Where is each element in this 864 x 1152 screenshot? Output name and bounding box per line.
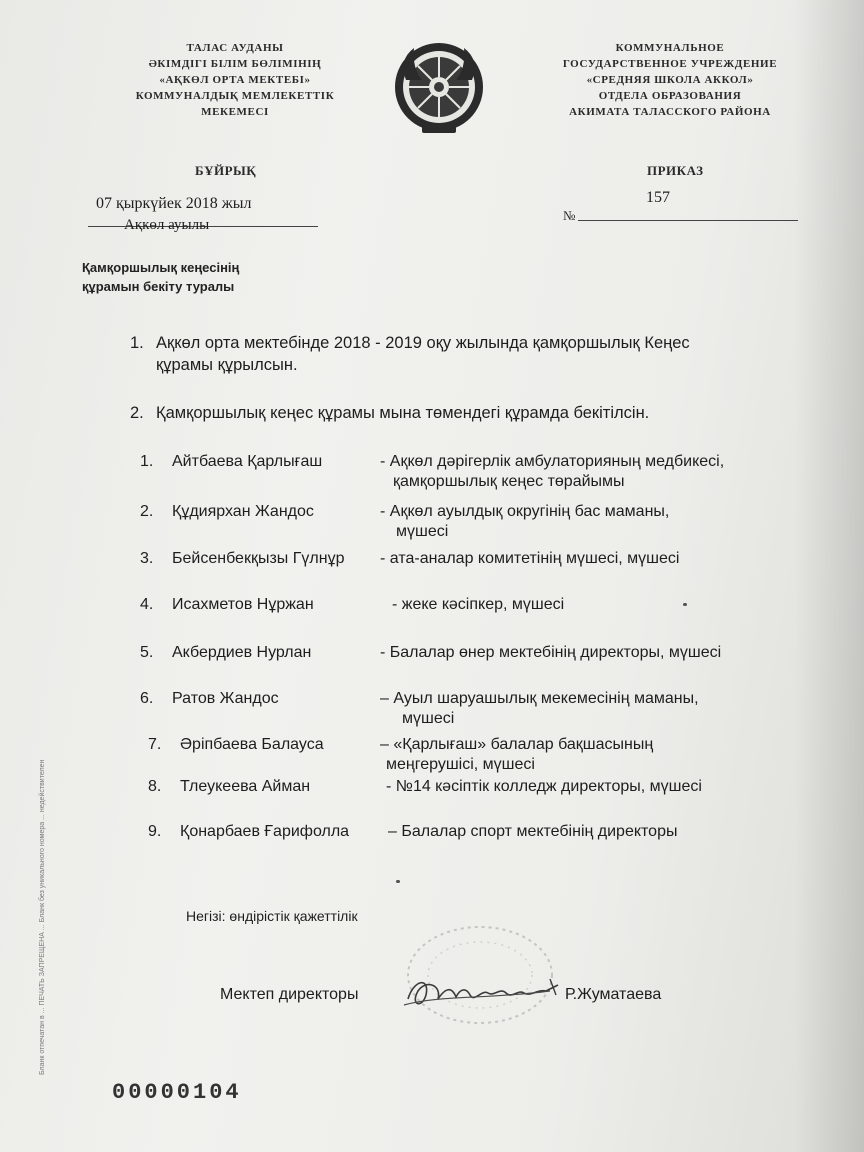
paragraph-text: Ақкөл орта мектебінде 2018 - 2019 оқу жылында қамқоршылық Кеңес (156, 334, 690, 352)
member-number: 2. (140, 503, 154, 520)
member-role (388, 822, 818, 842)
paragraph-number: 1. (130, 334, 144, 352)
paragraph-1 (130, 332, 830, 376)
member-name: Әріпбаева Балауса (180, 736, 324, 753)
member-role-line: меңгерушісі, мүшесі (386, 756, 535, 773)
member-role-line: қамқоршылық кеңес төрайымы (393, 473, 625, 490)
member-name: Құдиярхан Жандос (172, 503, 314, 520)
member-name: Қонарбаев Ғарифолла (180, 823, 350, 840)
member-role (380, 549, 810, 569)
member-name: Ратов Жандос (172, 690, 279, 707)
member-role-line: - Балалар өнер мектебінің директоры, мүшесі (380, 644, 722, 661)
paragraph-2 (130, 402, 830, 424)
order-place: Ақкөл ауылы (124, 217, 210, 233)
ink-speck (683, 603, 687, 606)
number-underline (578, 220, 798, 221)
member-number: 6. (140, 690, 154, 707)
blank-margin-note: Бланк отпечатан в ... ПЕЧАТЬ ЗАПРЕЩЕНА ... Бланк без уникального номера ... недействителен (39, 759, 46, 1075)
order-basis: Негізі: өндірістік қажеттілік (186, 908, 358, 924)
member-number: 9. (148, 823, 162, 840)
member-role (380, 502, 810, 542)
handwritten-signature-icon (400, 965, 565, 1020)
member-role-line: – Балалар спорт мектебінің директоры (388, 823, 678, 840)
member-role-line: - Ақкөл ауылдық округінің бас маманы, (380, 503, 670, 520)
kazakhstan-state-emblem-icon (392, 40, 486, 138)
member-role (380, 735, 810, 775)
header-right-ru (530, 40, 810, 120)
member-role-line: - №14 кәсіптік колледж директоры, мүшесі (386, 778, 702, 795)
member-name: Тлеукеева Айман (180, 778, 311, 795)
member-number: 4. (140, 596, 154, 613)
member-role-line: - жеке кәсіпкер, мүшесі (392, 596, 565, 613)
order-date: 07 қыркүйек 2018 жыл (96, 195, 252, 212)
member-role (392, 595, 822, 615)
subject-line: Қамқоршылық кеңесінің (82, 260, 240, 275)
subject-line: құрамын бекіту туралы (82, 279, 235, 294)
member-role (380, 643, 810, 663)
member-role-line: – «Қарлығаш» балалар бақшасының (380, 736, 654, 753)
header-left-kz (85, 40, 385, 120)
order-subject (82, 258, 239, 296)
header-left-line: ТАЛАС АУДАНЫ (186, 42, 284, 54)
member-number: 1. (140, 453, 154, 470)
paragraph-text: құрамы құрылсын. (156, 356, 298, 374)
order-number-prefix: № (563, 208, 576, 223)
member-role-line: – Ауыл шаруашылық мекемесінің маманы, (380, 690, 699, 707)
member-role-line: мүшесі (396, 523, 449, 540)
member-name: Бейсенбекқызы Гүлнұр (172, 550, 345, 567)
member-role (380, 452, 810, 492)
order-label-ru: ПРИКАЗ (647, 163, 704, 178)
header-right-line: «СРЕДНЯЯ ШКОЛА АККОЛ» (586, 74, 754, 86)
member-name: Акбердиев Нурлан (172, 644, 312, 661)
member-role-line: мүшесі (402, 710, 455, 727)
member-role (380, 689, 810, 729)
header-left-line: «АҚКӨЛ ОРТА МЕКТЕБІ» (159, 74, 311, 86)
header-right-line: ОТДЕЛА ОБРАЗОВАНИЯ (598, 90, 742, 102)
header-right-line: КОММУНАЛЬНОЕ (615, 42, 725, 54)
member-role-line: - ата-аналар комитетінің мүшесі, мүшесі (380, 550, 680, 567)
order-number: 157 (646, 189, 670, 206)
member-number: 8. (148, 778, 162, 795)
order-label-kz: БҰЙРЫҚ (195, 163, 257, 178)
header-left-line: КОММУНАЛДЫҚ МЕМЛЕКЕТТІК (135, 90, 335, 102)
member-role (386, 777, 816, 797)
header-right-line: АКИМАТА ТАЛАССКОГО РАЙОНА (569, 106, 771, 118)
member-number: 3. (140, 550, 154, 567)
signature-name: Р.Жуматаева (565, 986, 662, 1003)
ink-speck (396, 880, 400, 883)
member-name: Исахметов Нұржан (172, 596, 314, 613)
member-number: 5. (140, 644, 154, 661)
member-number: 7. (148, 736, 162, 753)
signature-position: Мектеп директоры (220, 986, 359, 1003)
header-left-line: МЕКЕМЕСІ (201, 106, 269, 118)
blank-serial-number: 00000104 (112, 1080, 242, 1105)
paragraph-text: Қамқоршылық кеңес құрамы мына төмендегі құрамда бекітілсін. (156, 404, 650, 422)
header-right-line: ГОСУДАРСТВЕННОЕ УЧРЕЖДЕНИЕ (562, 58, 778, 70)
member-role-line: - Ақкөл дәрігерлік амбулаторияның медбикесі, (380, 453, 725, 470)
page-shadow (794, 0, 864, 1152)
member-name: Айтбаева Қарлығаш (172, 453, 323, 470)
paragraph-number: 2. (130, 404, 144, 422)
header-left-line: ӘКІМДІГІ БІЛІМ БӨЛІМІНІҢ (148, 58, 322, 70)
